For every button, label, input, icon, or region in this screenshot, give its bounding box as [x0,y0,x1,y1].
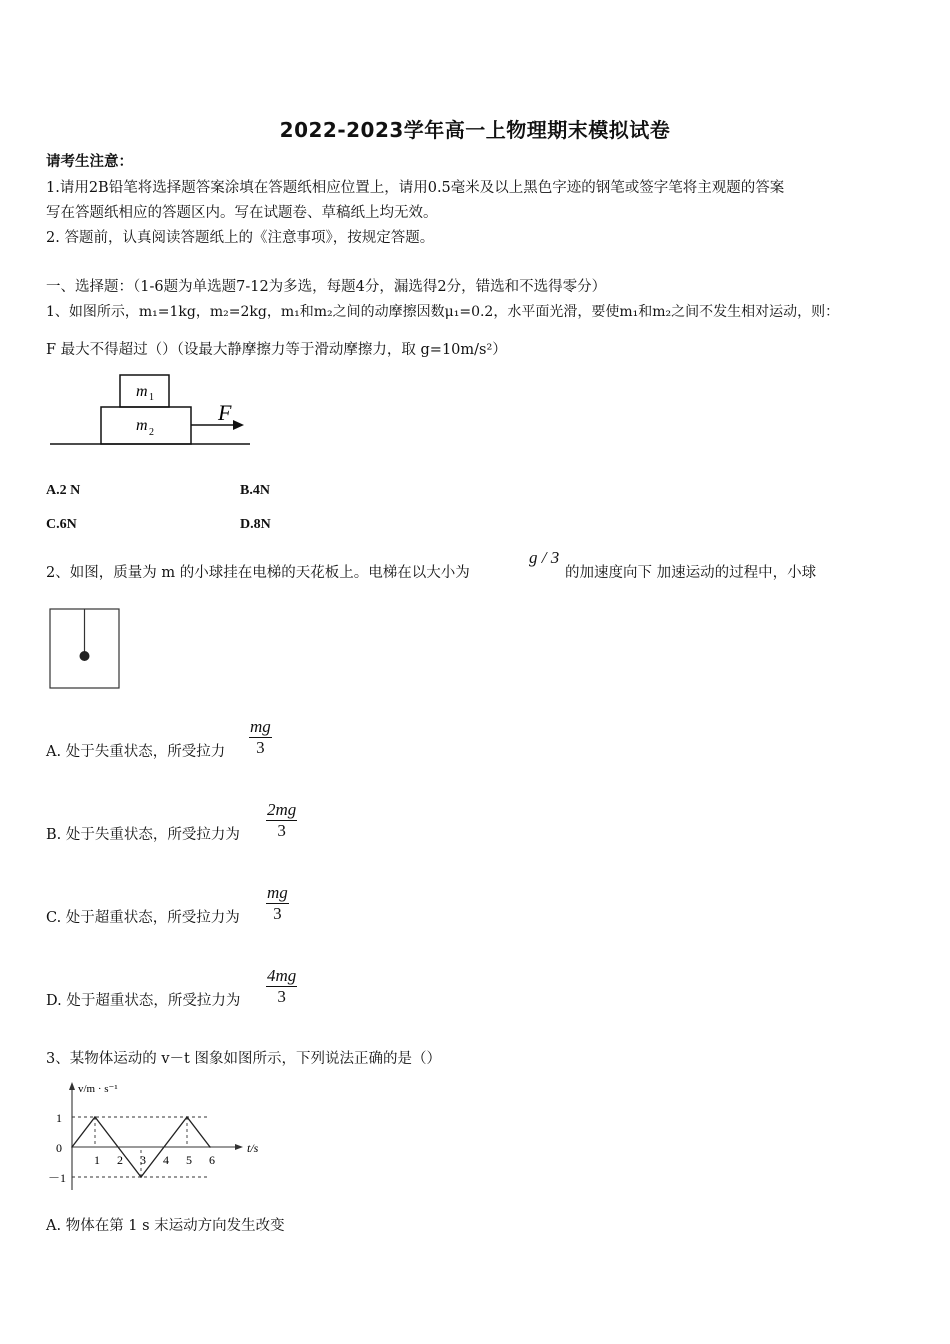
q2-option-a-text: A. 处于失重状态，所受拉力 [46,744,226,760]
notice-line-3: 2. 答题前，认真阅读答题纸上的《注意事项》，按规定答题。 [46,230,435,246]
force-label: F [218,400,232,425]
notice-line-2: 写在答题纸相应的答题区内。写在试题卷、草稿纸上均无效。 [46,205,438,221]
section-heading: 一、选择题：（1-6题为单选题7-12为多选，每题4分，漏选得2分，错选和不选得零分） [46,279,607,295]
m2-label: m [136,417,148,434]
fraction-denominator: 3 [273,904,282,923]
vt-data-point [209,1146,211,1148]
x-tick-label: 2 [117,1153,123,1167]
q1-option-c: C.6N [46,517,77,532]
x-tick-label: 5 [186,1153,192,1167]
vt-data-point [94,1116,96,1118]
page-title: 2022-2023学年高一上物理期末模拟试卷 [279,118,671,142]
notice-heading: 请考生注意： [46,153,133,170]
q2-option-c-fraction [266,883,289,924]
fraction-numerator: 4mg [267,966,297,985]
m2-subscript: 2 [149,427,154,438]
q1-option-d: D.8N [240,517,271,532]
q2-option-d-fraction [266,966,297,1007]
x-tick-label: 4 [163,1153,169,1167]
m1-subscript: 1 [149,392,154,403]
q3-vt-chart [44,1078,274,1198]
ball-icon [80,651,90,661]
x-tick-label: 1 [94,1153,100,1167]
q2-option-a-fraction [249,717,272,758]
q2-option-b-fraction [266,800,297,841]
q3-option-a: A. 物体在第 1 s 末运动方向发生改变 [46,1218,285,1234]
fraction-numerator: 2mg [267,800,297,819]
q2-acceleration: g / 3 [529,548,560,567]
vt-data-point [186,1116,188,1118]
q1-option-b: B.4N [240,483,270,498]
notice-line-1: 1.请用2B铅笔将选择题答案涂填在答题纸相应位置上，请用0.5毫米及以上黑色字迹的钢笔或签字笔将主观题的答案 [46,180,785,196]
q2-option-b-text: B. 处于失重状态，所受拉力为 [46,827,240,843]
x-tick-label: 3 [140,1153,146,1167]
q1-block-figure [46,368,256,448]
q2-elevator-figure [49,608,121,690]
y-tick-label: 0 [56,1141,62,1155]
fraction-denominator: 3 [277,987,286,1006]
q2-text-before: 2、如图，质量为 m 的小球挂在电梯的天花板上。电梯在以大小为 [46,565,470,581]
m1-label: m [136,383,148,400]
q2-text-after: 的加速度向下 加速运动的过程中，小球 [565,565,817,581]
fraction-denominator: 3 [277,821,286,840]
y-axis-label: v/m · s⁻¹ [78,1083,118,1095]
y-tick-label: 1 [56,1111,62,1125]
x-axis-arrow [235,1144,243,1150]
fraction-denominator: 3 [256,738,265,757]
x-axis-label: t/s [247,1141,259,1155]
y-axis-arrow [69,1082,75,1090]
q2-option-c-text: C. 处于超重状态，所受拉力为 [46,910,240,926]
x-tick-label: 6 [209,1153,215,1167]
q1-text-line-1: 1、如图所示，m₁=1kg，m₂=2kg，m₁和m₂之间的动摩擦因数μ₁=0.2，水平面光滑，要使m₁和m₂之间不发生相对运动，则： [46,304,840,320]
vt-data-point [140,1176,142,1178]
vt-data-point [71,1146,73,1148]
y-tick-label: －1 [47,1171,66,1185]
fraction-numerator: mg [267,883,288,902]
q2-option-d-text: D. 处于超重状态，所受拉力为 [46,993,241,1009]
q1-text-line-2: F 最大不得超过（）（设最大静摩擦力等于滑动摩擦力，取 g=10m/s²） [46,342,507,358]
q1-option-a: A.2 N [46,483,81,498]
fraction-numerator: mg [250,717,271,736]
q3-text: 3、某物体运动的 v－t 图象如图所示，下列说法正确的是（） [46,1051,441,1067]
